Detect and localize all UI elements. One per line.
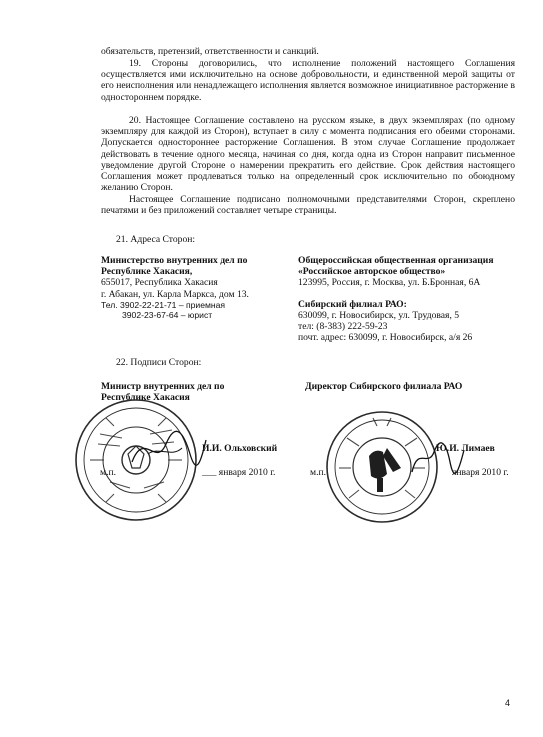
left-signature-mark (128, 424, 208, 474)
left-seal-label: м.п. (100, 467, 117, 478)
right-party-name-2: «Российское авторское общество» (298, 266, 446, 278)
right-party-name-1: Общероссийская общественная организация (298, 255, 494, 266)
paragraph-20: 20. Настоящее Соглашение составлено на русском языке, в двух экземплярах (по одному экземпляру для каждой из Сторон), вступает в силу с момента подписания его обеими сторонами. Допускается одностороннее расторжение Соглашения. В этом случае Соглашение продолжает действовать в течение одного месяца, начиная со дня, когда одна из Сторон направит письменное уведомление другой Стороне о намерении прекратить его действие. Срок действия настоящего Соглашения может продлеваться только на определенный срок исключительно по обоюдному желанию Сторон. (101, 115, 515, 194)
branch-address: 630099, г. Новосибирск, ул. Трудовая, 5 (298, 309, 460, 321)
right-seal-label: м.п. (310, 467, 327, 478)
left-signing-date: ___ января 2010 г. (202, 467, 276, 478)
left-party-phone-2: 3902-23-67-64 – юрист (122, 310, 213, 321)
branch-postal-address: почт. адрес: 630099, г. Новосибирск, а/я 26 (298, 332, 473, 344)
paragraph-signing: Настоящее Соглашение подписано полномочными представителями Сторон, скреплено печатями и без приложений составляет четыре страницы. (101, 194, 515, 217)
left-party-address-1: 655017, Республика Хакасия (101, 277, 218, 289)
right-party-address-1: 123995, Россия, г. Москва, ул. Б.Бронная, 6А (298, 277, 481, 289)
signatures-heading: 22. Подписи Сторон: (116, 357, 202, 368)
right-signatory-title: Директор Сибирского филиала РАО (305, 381, 463, 392)
paragraph-continuation: обязательств, претензий, ответственности и санкций. (101, 46, 319, 57)
left-party-address-2: г. Абакан, ул. Карла Маркса, дом 13. (101, 288, 249, 300)
right-signing-date: января 2010 г. (452, 467, 509, 478)
left-party-phone-1: Тел. 3902-22-21-71 – приемная (101, 299, 226, 310)
left-party-name-2: Республике Хакасия, (101, 266, 193, 278)
left-signatory-title-2: Республике Хакасия (101, 392, 190, 404)
left-signatory-name-text: И.И. Ольховский (202, 443, 278, 454)
branch-phone: тел: (8-383) 222-59-23 (298, 321, 388, 333)
right-signatory-name-text: Ю.И. Лимаев (436, 443, 495, 454)
left-signatory-title-1: Министр внутренних дел по (101, 381, 225, 392)
left-party-address (101, 255, 301, 321)
paragraph-19: 19. Стороны договорились, что исполнение положений настоящего Соглашения осуществляется ими исключительно на основе добровольности, и единственной мерой защиты от его неисполнения или ненадлежащего исполнения является возможное инициативное расторжение в одностороннем порядке. (101, 58, 515, 103)
branch-title-text: Сибирский филиал РАО: (298, 298, 407, 310)
addresses-heading: 21. Адреса Сторон: (116, 234, 196, 245)
left-signatory-name (202, 443, 277, 454)
right-signatory-name (436, 443, 495, 454)
right-party-address (298, 255, 518, 343)
branch-title (298, 299, 518, 310)
page-number: 4 (505, 698, 511, 708)
left-party-name-1: Министерство внутренних дел по (101, 255, 248, 266)
